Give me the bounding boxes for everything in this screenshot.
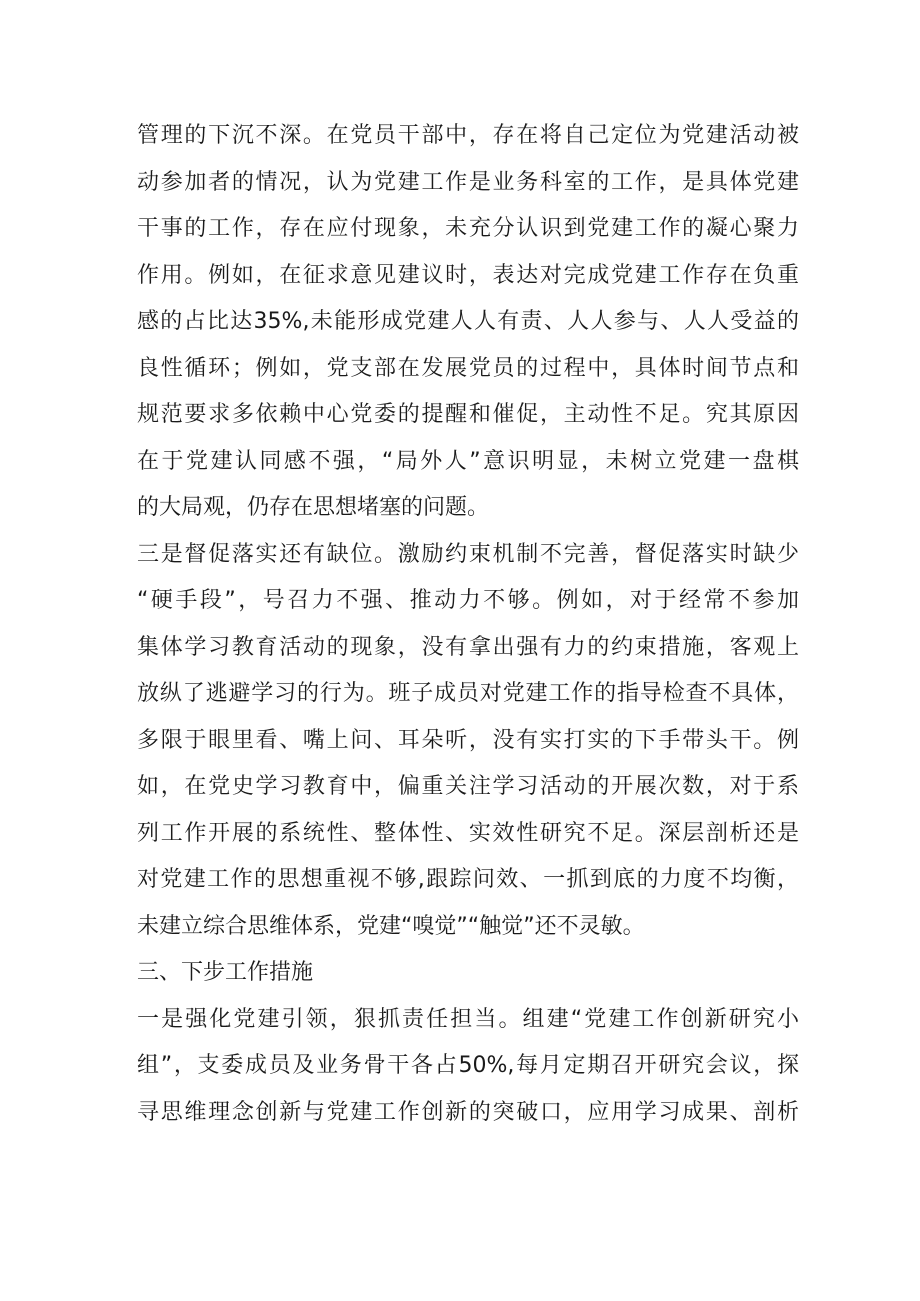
text-line: 在于党建认同感不强，“局外人”意识明显，未树立党建一盘棋 xyxy=(137,448,800,474)
text-line: 寻思维理念创新与党建工作创新的突破口，应用学习成果、剖析 xyxy=(137,1099,799,1125)
text-line: “硬手段”，号召力不强、推动力不够。例如，对于经常不参加 xyxy=(137,588,799,613)
text-line: 感的占比达35%,未能形成党建人人有责、人人参与、人人受益的 xyxy=(137,309,799,334)
text-line: 集体学习教育活动的现象，没有拿出强有力的约束措施，客观上 xyxy=(137,634,799,660)
text-line: 列工作开展的系统性、整体性、实效性研究不足。深层剖析还是 xyxy=(137,820,799,846)
text-line: 管理的下沉不深。在党员干部中，存在将自己定位为党建活动被 xyxy=(137,123,799,148)
document-body xyxy=(137,113,799,1136)
text-line: 组”，支委成员及业务骨干各占50%,每月定期召开研究会议，探 xyxy=(137,1053,799,1078)
text-line: 动参加者的情况，认为党建工作是业务科室的工作，是具体党建 xyxy=(137,169,799,195)
section-heading: 三、下步工作措施 xyxy=(137,960,314,985)
text-line: 如，在党史学习教育中，偏重关注学习活动的开展次数，对于系 xyxy=(137,774,799,799)
text-line: 一是强化党建引领，狠抓责任担当。组建“党建工作创新研究小 xyxy=(137,1006,799,1032)
text-line: 干事的工作，存在应付现象，未充分认识到党建工作的凝心聚力 xyxy=(137,216,799,241)
text-line: 放纵了逃避学习的行为。班子成员对党建工作的指导检查不具体， xyxy=(137,681,799,706)
text-line: 三是督促落实还有缺位。激励约束机制不完善，督促落实时缺少 xyxy=(137,541,799,567)
text-line: 对党建工作的思想重视不够,跟踪问效、一抓到底的力度不均衡， xyxy=(137,867,799,892)
text-line: 的大局观，仍存在思想堵塞的问题。 xyxy=(137,495,490,520)
text-line: 良性循环；例如，党支部在发展党员的过程中，具体时间节点和 xyxy=(137,355,799,381)
text-line: 多限于眼里看、嘴上问、耳朵听，没有实打实的下手带头干。例 xyxy=(137,727,799,753)
text-line: 作用。例如，在征求意见建议时，表达对完成党建工作存在负重 xyxy=(137,262,799,288)
text-line: 规范要求多依赖中心党委的提醒和催促，主动性不足。究其原因 xyxy=(137,402,799,427)
text-line: 未建立综合思维体系，党建“嗅觉”“触觉”还不灵敏。 xyxy=(137,913,645,939)
